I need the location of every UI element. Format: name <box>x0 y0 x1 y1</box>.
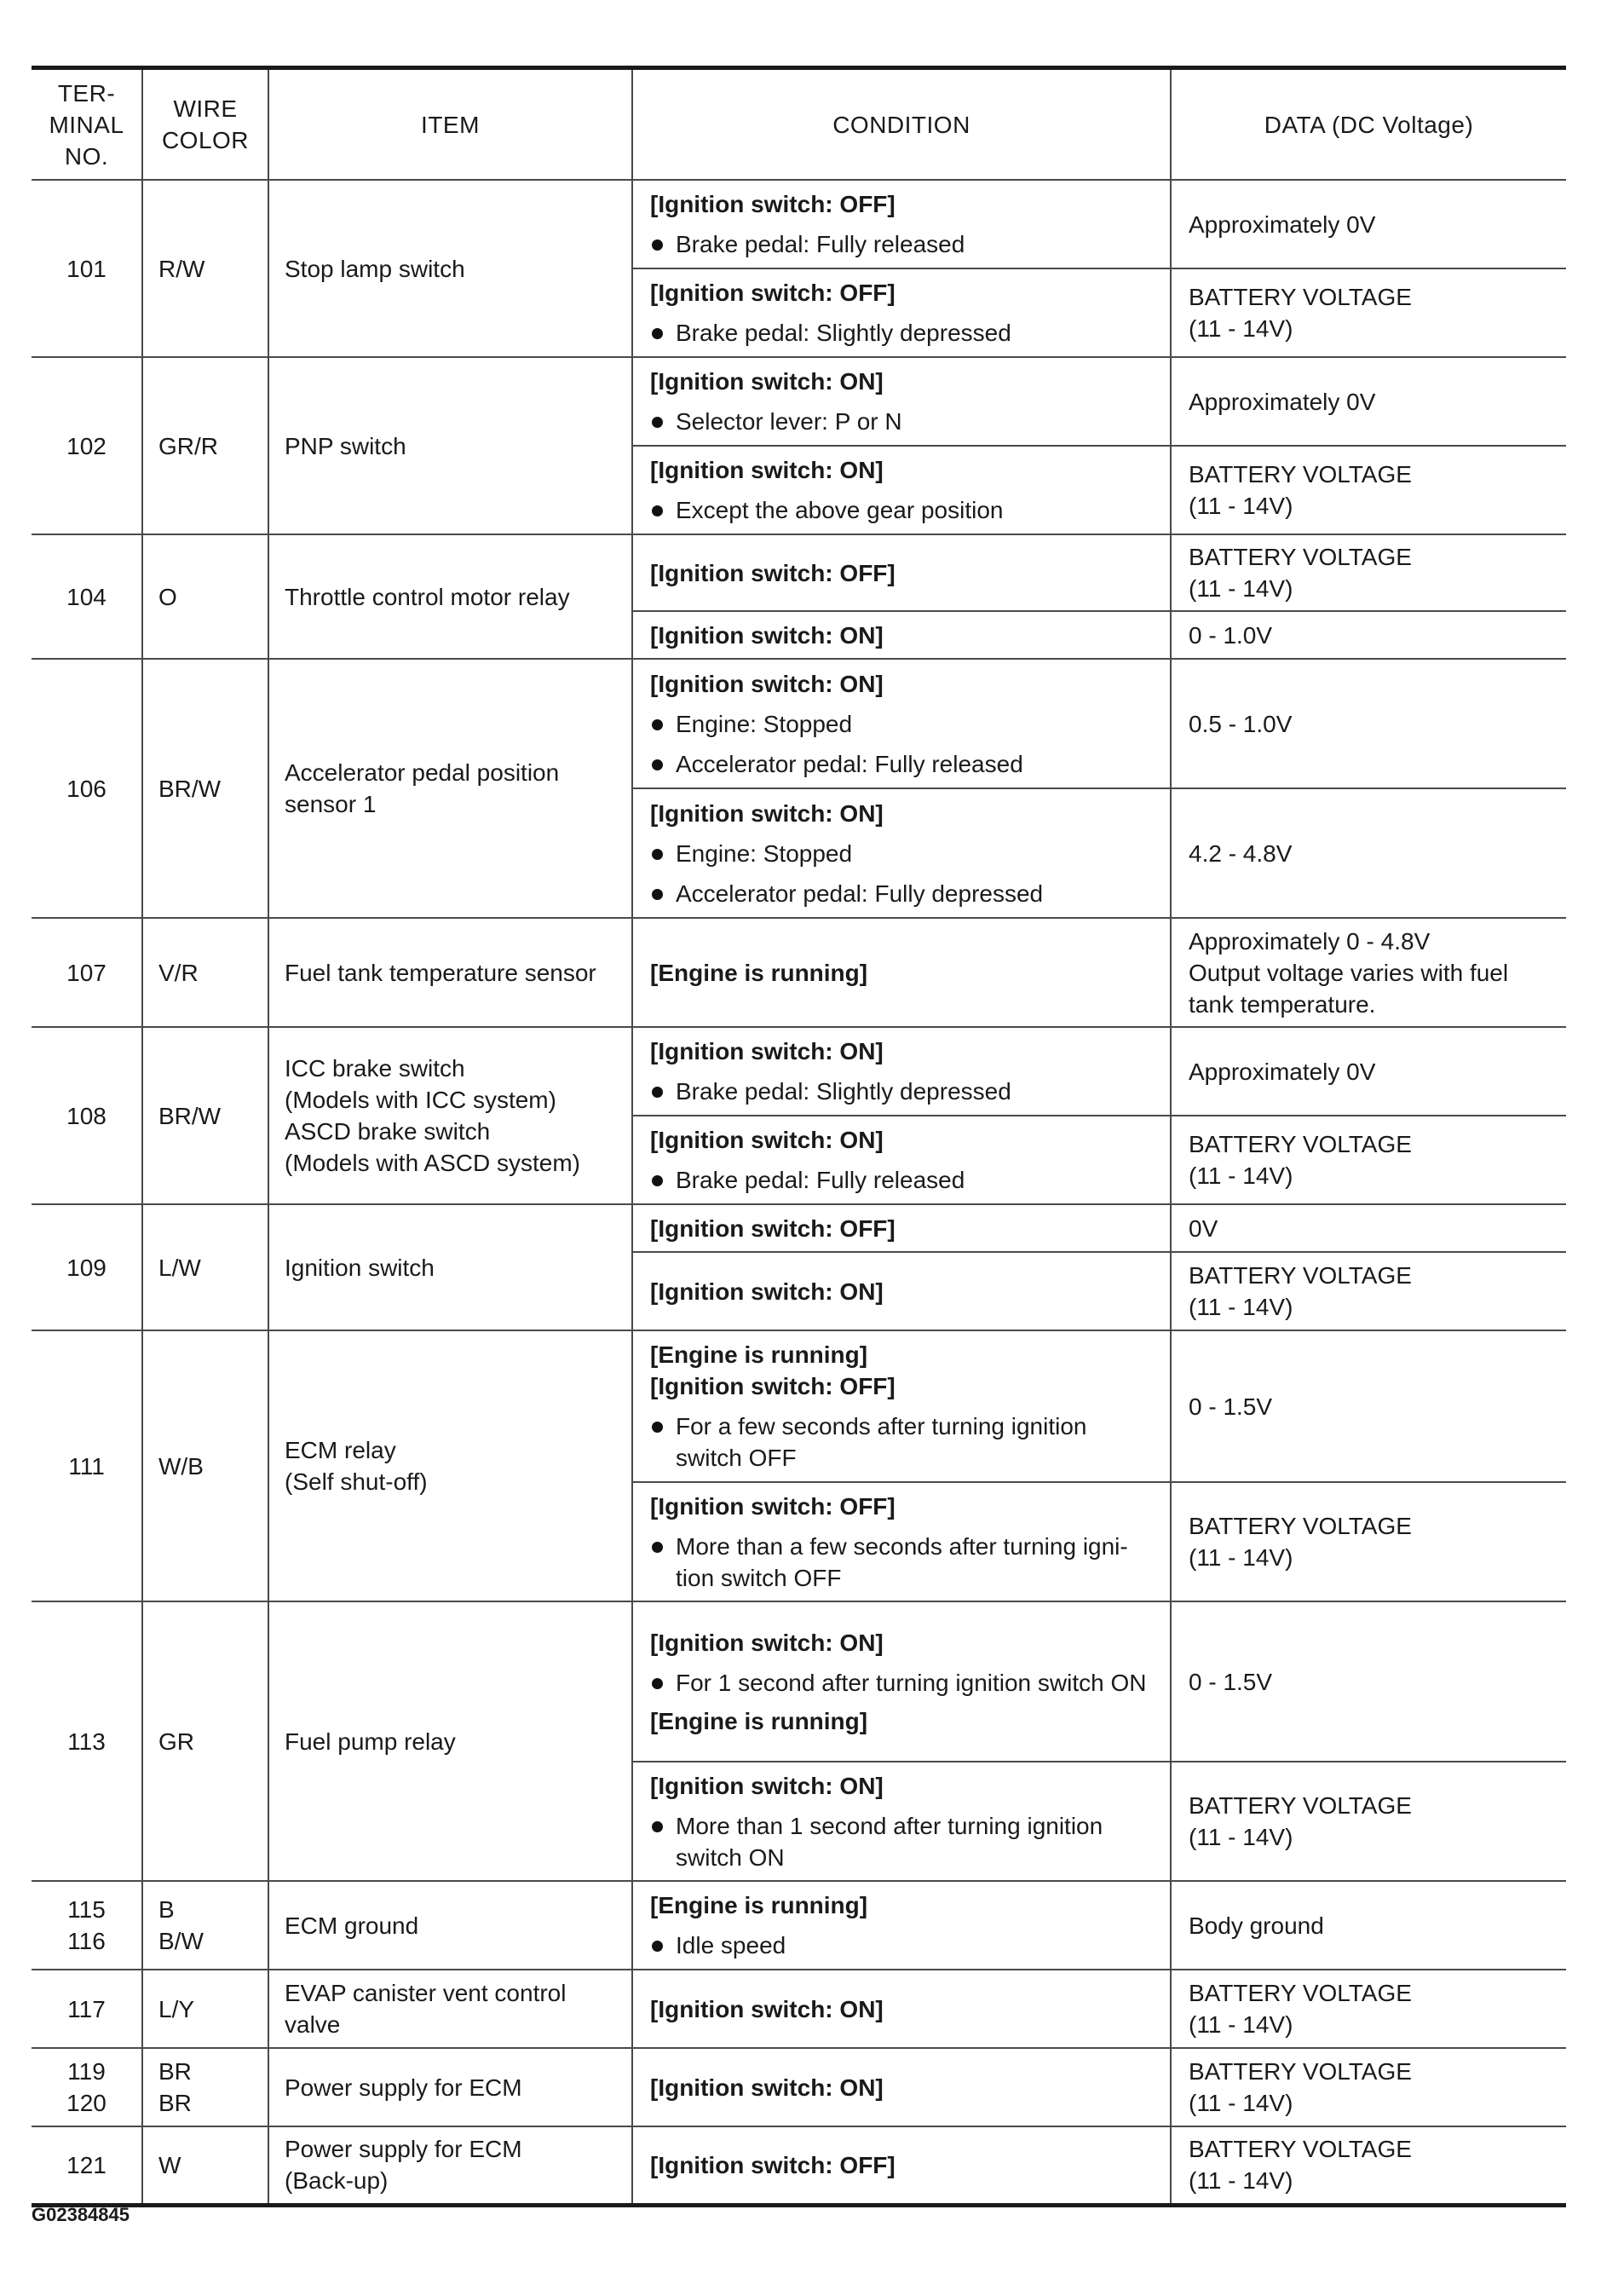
data-voltage-cell <box>1171 1330 1566 1482</box>
table-row <box>32 918 1566 1027</box>
condition-cell <box>632 659 1171 788</box>
condition-cell <box>632 1881 1171 1970</box>
wire-color-cell-text: GR/R <box>158 432 218 459</box>
wire-color-cell-text: V/R <box>158 959 199 986</box>
item-cell-text: Stop lamp switch <box>285 255 465 282</box>
condition-cell <box>632 446 1171 534</box>
condition-header: [Ignition switch: ON] <box>650 1127 884 1153</box>
item-cell <box>268 1204 632 1330</box>
table-body <box>32 180 1566 2205</box>
bullet-dot-icon <box>652 1087 663 1098</box>
item-cell <box>268 918 632 1027</box>
data-voltage-cell <box>1171 1116 1566 1204</box>
data-voltage-text: 0 - 1.5V <box>1189 1393 1273 1420</box>
condition-bullet <box>650 317 1160 349</box>
condition-bullet-text: More than 1 second after turning ignition switch ON <box>676 1812 1103 1871</box>
item-cell <box>268 2126 632 2205</box>
condition-bullet-text: More than a few seconds after turning igni-tion switch OFF <box>676 1532 1128 1591</box>
data-voltage-text: 0.5 - 1.0V <box>1189 710 1293 737</box>
table-row <box>32 2048 1566 2126</box>
data-voltage-cell <box>1171 1762 1566 1881</box>
item-cell <box>268 357 632 534</box>
data-voltage-cell <box>1171 659 1566 788</box>
data-voltage-cell <box>1171 2048 1566 2126</box>
item-cell-text: EVAP canister vent control valve <box>285 1980 567 2038</box>
condition-bullet-text: Brake pedal: Fully released <box>676 1167 965 1193</box>
condition-cell <box>632 918 1171 1027</box>
condition-bullet <box>650 878 1160 909</box>
condition-bullet <box>650 1164 1160 1196</box>
condition-header: [Ignition switch: ON] <box>650 1278 884 1305</box>
table-row <box>32 180 1566 268</box>
data-voltage-cell <box>1171 534 1566 611</box>
condition-bullet <box>650 1810 1160 1873</box>
data-voltage-cell <box>1171 1252 1566 1330</box>
item-cell <box>268 1330 632 1601</box>
terminal-no-cell <box>32 1027 142 1204</box>
condition-bullet-text: For a few seconds after turning ignition switch OFF <box>676 1413 1087 1471</box>
data-voltage-text: 0 - 1.0V <box>1189 621 1273 649</box>
data-voltage-text: BATTERY VOLTAGE (11 - 14V) <box>1189 544 1412 602</box>
wire-color-cell-text: R/W <box>158 255 205 282</box>
item-cell-text: Accelerator pedal position sensor 1 <box>285 759 560 817</box>
terminal-no-cell-text: 121 <box>66 2151 107 2178</box>
bullet-dot-icon <box>652 1542 663 1553</box>
condition-header: [Ignition switch: OFF] <box>650 1214 896 1242</box>
terminal-no-cell-text: 113 <box>67 1728 106 1755</box>
condition-cell <box>632 2048 1171 2126</box>
table-row <box>32 1027 1566 1116</box>
wire-color-cell-text: W/B <box>158 1452 204 1480</box>
condition-header: [Ignition switch: ON] <box>650 1629 884 1656</box>
condition-bullet <box>650 494 1160 526</box>
terminal-no-cell <box>32 918 142 1027</box>
terminal-no-cell <box>32 659 142 918</box>
condition-bullet-text: For 1 second after turning ignition switch ON <box>676 1669 1147 1696</box>
terminal-no-cell <box>32 1330 142 1601</box>
wire-color-cell-text: B B/W <box>158 1896 204 1954</box>
condition-bullet-text: Accelerator pedal: Fully depressed <box>676 880 1044 907</box>
condition-bullet <box>650 1076 1160 1107</box>
condition-bullet <box>650 1410 1160 1474</box>
wire-color-cell-text: O <box>158 583 177 610</box>
data-voltage-cell <box>1171 1970 1566 2048</box>
condition-bullet <box>650 838 1160 869</box>
data-voltage-cell <box>1171 446 1566 534</box>
bullet-dot-icon <box>652 889 663 900</box>
data-voltage-text: BATTERY VOLTAGE (11 - 14V) <box>1189 2058 1412 2116</box>
wire-color-cell <box>142 1330 268 1601</box>
condition-cell <box>632 534 1171 611</box>
condition-header: [Ignition switch: OFF] <box>650 191 896 217</box>
data-voltage-cell <box>1171 1204 1566 1252</box>
condition-cell <box>632 788 1171 918</box>
bullet-dot-icon <box>652 417 663 428</box>
condition-bullet-text: Engine: Stopped <box>676 710 853 737</box>
terminal-no-cell <box>32 1601 142 1881</box>
item-cell-text: Fuel tank temperature sensor <box>285 959 596 986</box>
data-voltage-text: 0V <box>1189 1214 1218 1242</box>
condition-cell <box>632 611 1171 659</box>
bullet-dot-icon <box>652 849 663 860</box>
terminal-no-cell <box>32 534 142 659</box>
data-voltage-text: 0 - 1.5V <box>1189 1668 1273 1695</box>
condition-bullet <box>650 1667 1160 1699</box>
condition-bullet-text: Selector lever: P or N <box>676 408 902 435</box>
terminal-no-cell <box>32 180 142 357</box>
condition-header: [Ignition switch: OFF] <box>650 559 896 586</box>
condition-cell <box>632 1482 1171 1601</box>
item-cell-text: PNP switch <box>285 432 406 459</box>
wire-color-cell <box>142 918 268 1027</box>
bullet-dot-icon <box>652 1678 663 1689</box>
data-voltage-cell <box>1171 918 1566 1027</box>
bullet-dot-icon <box>652 328 663 339</box>
bullet-dot-icon <box>652 759 663 770</box>
wire-color-cell <box>142 1027 268 1204</box>
wire-color-cell-text: GR <box>158 1728 194 1755</box>
condition-bullet-text: Brake pedal: Slightly depressed <box>676 320 1011 346</box>
bullet-dot-icon <box>652 719 663 730</box>
condition-header: [Ignition switch: OFF] <box>650 280 896 306</box>
terminal-no-cell <box>32 1204 142 1330</box>
data-voltage-text: Approximately 0 - 4.8V Output voltage varies with fuel tank temperature. <box>1189 927 1509 1018</box>
item-cell-text: ICC brake switch (Models with ICC system) ASCD brake switch (Models with ASCD system) <box>285 1055 580 1176</box>
wire-color-cell <box>142 1881 268 1970</box>
item-cell-text: Throttle control motor relay <box>285 583 570 610</box>
item-cell <box>268 1601 632 1881</box>
table-row <box>32 1330 1566 1482</box>
data-voltage-cell <box>1171 2126 1566 2205</box>
wire-color-cell <box>142 1970 268 2048</box>
table-row <box>32 2126 1566 2205</box>
item-cell-text: ECM ground <box>285 1912 419 1939</box>
bullet-dot-icon <box>652 1941 663 1952</box>
condition-bullet-text: Brake pedal: Slightly depressed <box>676 1078 1011 1105</box>
condition-bullet <box>650 228 1160 260</box>
data-voltage-cell <box>1171 180 1566 268</box>
item-cell <box>268 1970 632 2048</box>
bullet-dot-icon <box>652 1821 663 1832</box>
condition-bullet <box>650 406 1160 437</box>
item-cell <box>268 659 632 918</box>
condition-header: [Ignition switch: ON] <box>650 799 884 827</box>
condition-header: [Engine is running] <box>650 959 868 986</box>
terminal-no-cell <box>32 1881 142 1970</box>
condition-cell <box>632 357 1171 446</box>
data-voltage-cell <box>1171 788 1566 918</box>
terminal-no-cell-text: 109 <box>66 1254 107 1281</box>
condition-header: [Ignition switch: ON] <box>650 457 884 483</box>
table-row <box>32 1204 1566 1252</box>
table-row <box>32 534 1566 611</box>
wire-color-cell <box>142 534 268 659</box>
condition-header: [Engine is running] <box>650 1892 868 1918</box>
item-cell <box>268 1881 632 1970</box>
data-voltage-text: Approximately 0V <box>1189 388 1376 415</box>
item-cell <box>268 180 632 357</box>
wire-color-cell <box>142 659 268 918</box>
item-cell <box>268 534 632 659</box>
data-voltage-text: BATTERY VOLTAGE (11 - 14V) <box>1189 1262 1412 1320</box>
condition-bullet-text: Engine: Stopped <box>676 839 853 867</box>
header-item: ITEM <box>268 68 632 181</box>
terminal-no-cell-text: 101 <box>66 255 107 282</box>
bullet-dot-icon <box>652 1175 663 1186</box>
wire-color-cell-text: BR BR <box>158 2058 192 2116</box>
item-cell-text: ECM relay (Self shut-off) <box>285 1437 428 1495</box>
condition-cell <box>632 1204 1171 1252</box>
condition-cell <box>632 1762 1171 1881</box>
condition-cell <box>632 1027 1171 1116</box>
wire-color-cell <box>142 357 268 534</box>
terminal-no-cell-text: 106 <box>66 775 107 802</box>
header-wire-color: WIRE COLOR <box>142 68 268 181</box>
condition-header: [Ignition switch: ON] <box>650 1995 884 2022</box>
wire-color-cell-text: W <box>158 2151 181 2178</box>
item-cell-text: Ignition switch <box>285 1254 435 1281</box>
condition-header: [Ignition switch: ON] <box>650 670 884 697</box>
terminal-no-cell-text: 117 <box>67 1995 106 2022</box>
wire-color-cell-text: L/W <box>158 1254 201 1281</box>
data-voltage-text: BATTERY VOLTAGE (11 - 14V) <box>1189 1792 1412 1850</box>
data-voltage-cell <box>1171 1482 1566 1601</box>
wire-color-cell <box>142 2126 268 2205</box>
condition-header: [Ignition switch: ON] <box>650 621 884 649</box>
data-voltage-text: 4.2 - 4.8V <box>1189 839 1293 867</box>
wire-color-cell <box>142 180 268 357</box>
condition-cell <box>632 1330 1171 1482</box>
data-voltage-cell <box>1171 1027 1566 1116</box>
wire-color-cell <box>142 1204 268 1330</box>
terminal-no-cell-text: 102 <box>66 432 107 459</box>
condition-header: [Ignition switch: ON] <box>650 1772 884 1799</box>
condition-header: [Ignition switch: OFF] <box>650 1492 896 1520</box>
terminal-no-cell <box>32 1970 142 2048</box>
wire-color-cell <box>142 1601 268 1881</box>
condition-bullet <box>650 708 1160 740</box>
terminal-no-cell <box>32 357 142 534</box>
table-row <box>32 357 1566 446</box>
item-cell-text: Power supply for ECM (Back-up) <box>285 2136 522 2195</box>
data-voltage-text: Body ground <box>1189 1912 1324 1939</box>
ecm-terminal-table <box>32 66 1566 2207</box>
wire-color-cell-text: BR/W <box>158 775 222 802</box>
terminal-no-cell-text: 104 <box>66 583 107 610</box>
bullet-dot-icon <box>652 505 663 516</box>
wire-color-cell-text: L/Y <box>158 1995 195 2022</box>
table-row <box>32 659 1566 788</box>
wire-color-cell <box>142 2048 268 2126</box>
data-voltage-text: BATTERY VOLTAGE (11 - 14V) <box>1189 1980 1412 2038</box>
item-cell <box>268 2048 632 2126</box>
terminal-no-cell-text: 119 120 <box>66 2058 107 2116</box>
item-cell <box>268 1027 632 1204</box>
data-voltage-cell <box>1171 268 1566 357</box>
condition-cell <box>632 2126 1171 2205</box>
condition-bullet-text: Except the above gear position <box>676 497 1004 523</box>
terminal-no-cell-text: 107 <box>66 959 107 986</box>
terminal-no-cell <box>32 2126 142 2205</box>
data-voltage-cell <box>1171 357 1566 446</box>
data-voltage-text: BATTERY VOLTAGE (11 - 14V) <box>1189 284 1412 342</box>
condition-header: [Engine is running] <box>650 1707 868 1734</box>
condition-cell <box>632 1116 1171 1204</box>
condition-header: [Engine is running] <box>650 1341 868 1368</box>
condition-bullet-text: Idle speed <box>676 1932 786 1959</box>
terminal-no-cell-text: 111 <box>68 1452 105 1480</box>
data-voltage-cell <box>1171 611 1566 659</box>
condition-cell <box>632 1601 1171 1762</box>
condition-cell <box>632 180 1171 268</box>
data-voltage-text: BATTERY VOLTAGE (11 - 14V) <box>1189 1513 1412 1571</box>
terminal-no-cell-text: 115 116 <box>67 1896 106 1954</box>
data-voltage-text: Approximately 0V <box>1189 1058 1376 1085</box>
condition-bullet <box>650 1930 1160 1961</box>
condition-bullet <box>650 1531 1160 1594</box>
condition-header: [Ignition switch: OFF] <box>650 1373 896 1399</box>
terminal-no-cell <box>32 2048 142 2126</box>
condition-cell <box>632 1252 1171 1330</box>
condition-header: [Ignition switch: ON] <box>650 2074 884 2101</box>
condition-bullet <box>650 748 1160 780</box>
terminal-no-cell-text: 108 <box>66 1102 107 1129</box>
bullet-dot-icon <box>652 1422 663 1433</box>
condition-header: [Ignition switch: ON] <box>650 1038 884 1064</box>
condition-header: [Ignition switch: ON] <box>650 368 884 395</box>
table-row <box>32 1970 1566 2048</box>
item-cell-text: Power supply for ECM <box>285 2074 522 2101</box>
header-data: DATA (DC Voltage) <box>1171 68 1566 181</box>
item-cell-text: Fuel pump relay <box>285 1728 456 1755</box>
table-row <box>32 1601 1566 1762</box>
data-voltage-text: Approximately 0V <box>1189 211 1376 238</box>
data-voltage-text: BATTERY VOLTAGE (11 - 14V) <box>1189 2136 1412 2195</box>
bullet-dot-icon <box>652 239 663 251</box>
figure-id: G02384845 <box>32 2204 130 2225</box>
data-voltage-cell <box>1171 1601 1566 1762</box>
header-terminal-no: TER- MINAL NO. <box>32 68 142 181</box>
wire-color-cell-text: BR/W <box>158 1102 222 1129</box>
condition-bullet-text: Accelerator pedal: Fully released <box>676 750 1023 777</box>
data-voltage-cell <box>1171 1881 1566 1970</box>
header-row <box>32 68 1566 181</box>
table-row <box>32 1881 1566 1970</box>
condition-bullet-text: Brake pedal: Fully released <box>676 231 965 257</box>
data-voltage-text: BATTERY VOLTAGE (11 - 14V) <box>1189 1131 1412 1189</box>
condition-cell <box>632 1970 1171 2048</box>
header-condition: CONDITION <box>632 68 1171 181</box>
condition-header: [Ignition switch: OFF] <box>650 2151 896 2178</box>
data-voltage-text: BATTERY VOLTAGE (11 - 14V) <box>1189 461 1412 519</box>
condition-cell <box>632 268 1171 357</box>
